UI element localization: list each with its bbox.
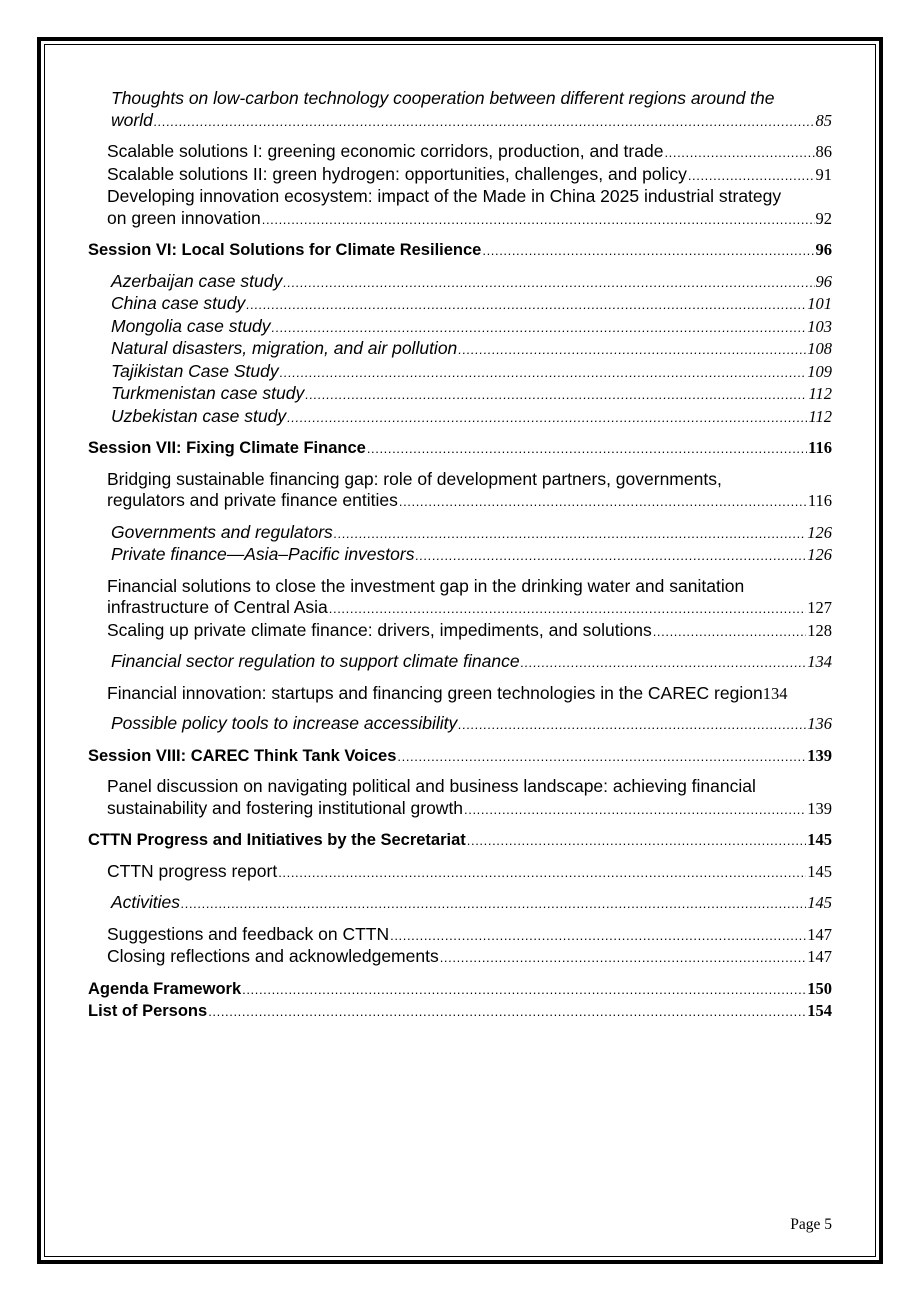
dot-leader: [399, 491, 807, 513]
toc-page-number: 85: [815, 110, 832, 130]
toc-entry-agenda-framework[interactable]: [88, 978, 832, 1001]
toc-page-number: 96: [815, 271, 832, 291]
toc-entry-text: CTTN progress report: [107, 860, 278, 881]
toc-entry-text: sustainability and fostering institutional growth: [107, 797, 464, 818]
toc-page-number: 145: [807, 893, 832, 912]
toc-entry-text: Developing innovation ecosystem: impact of the Made in China 2025 industrial strategy: [107, 186, 782, 206]
toc-page-number: 127: [807, 598, 832, 617]
toc-page-number: 126: [807, 522, 832, 542]
dot-leader: [280, 362, 807, 384]
dot-leader: [415, 545, 806, 567]
dot-leader: [653, 621, 807, 643]
toc-entry-china[interactable]: [111, 293, 832, 316]
toc-entry-activities[interactable]: [111, 892, 832, 915]
toc-entry-text: on green innovation: [107, 207, 261, 228]
toc-entry-text: Session VI: Local Solutions for Climate Resilience: [88, 241, 482, 259]
toc-entry-text: regulators and private finance entities: [107, 490, 398, 510]
dot-leader: [664, 142, 814, 164]
toc-page-number: 145: [807, 861, 832, 881]
toc-page-number: 101: [807, 294, 832, 313]
toc-page-number: 116: [807, 491, 832, 510]
toc-entry-text: Possible policy tools to increase accessibility: [111, 713, 458, 733]
toc-entry-text: Financial sector regulation to support climate finance: [111, 651, 520, 671]
dot-leader: [440, 947, 807, 969]
toc-entry-text: world: [111, 109, 153, 130]
dot-leader: [272, 317, 807, 339]
toc-entry-scaling-private-finance[interactable]: [107, 620, 832, 643]
dot-leader: [305, 384, 807, 406]
toc-page-number: 112: [808, 406, 832, 426]
toc-entry-closing-reflections[interactable]: [107, 946, 832, 969]
table-of-contents: [88, 88, 832, 1023]
toc-entry-financial-innovation[interactable]: [107, 683, 832, 705]
dot-leader: [181, 893, 806, 915]
dot-leader: [397, 746, 806, 768]
toc-entry-text: Bridging sustainable financing gap: role of development partners, governments,: [107, 468, 722, 489]
toc-page-number: 86: [815, 142, 832, 161]
dot-leader: [521, 652, 807, 674]
toc-entry-text: Session VIII: CAREC Think Tank Voices: [88, 746, 397, 765]
toc-entry-suggestions-feedback[interactable]: [107, 924, 832, 947]
toc-page-number: 103: [807, 316, 832, 336]
toc-page-number: 147: [807, 924, 832, 944]
dot-leader: [482, 240, 814, 262]
toc-entry-lowcarbon-cooperation[interactable]: [111, 88, 832, 132]
toc-entry-session-8[interactable]: [88, 745, 832, 768]
toc-entry-text: Suggestions and feedback on CTTN: [107, 923, 390, 944]
toc-entry-text: Mongolia case study: [111, 315, 271, 336]
dot-leader: [154, 111, 815, 133]
dot-leader: [262, 209, 815, 231]
toc-entry-scalable-solutions-1[interactable]: [107, 141, 832, 164]
toc-entry-scalable-solutions-2[interactable]: [107, 164, 832, 187]
dot-leader: [688, 165, 815, 187]
toc-entry-financial-sector-regulation[interactable]: [111, 651, 832, 674]
toc-entry-text: Session VII: Fixing Climate Finance: [88, 439, 366, 457]
dot-leader: [390, 925, 806, 947]
dot-leader: [464, 799, 806, 821]
toc-entry-cttn-progress-report[interactable]: [107, 861, 832, 884]
toc-entry-text: Financial innovation: startups and financing green technologies in the CAREC region: [107, 682, 763, 703]
toc-entry-text: Tajikistan Case Study: [111, 360, 279, 381]
toc-page-number: 109: [807, 361, 832, 381]
toc-entry-text: Turkmenistan case study: [111, 383, 305, 403]
toc-page-number: 108: [807, 339, 832, 358]
dot-leader: [246, 294, 806, 316]
toc-entry-text: infrastructure of Central Asia: [107, 597, 328, 617]
toc-entry-text: Private finance—Asia–Pacific investors: [111, 544, 415, 564]
toc-page-number: 134: [807, 652, 832, 671]
toc-page-number: 154: [807, 1001, 832, 1020]
dot-leader: [287, 407, 807, 429]
toc-entry-turkmenistan[interactable]: [111, 383, 832, 406]
toc-page-number: 116: [808, 438, 832, 457]
toc-page-number: 139: [807, 745, 832, 765]
toc-entry-text: Governments and regulators: [111, 521, 333, 542]
toc-entry-governments-regulators[interactable]: [111, 522, 832, 545]
toc-page-number: 150: [807, 978, 832, 998]
page-number-footer: Page 5: [790, 1216, 832, 1233]
toc-page-number: 134: [762, 683, 788, 703]
toc-entry-text: Uzbekistan case study: [111, 405, 287, 426]
toc-page-number: 96: [815, 240, 832, 259]
dot-leader: [458, 339, 806, 361]
toc-page-number: 126: [807, 545, 832, 564]
toc-entry-policy-tools[interactable]: [111, 713, 832, 736]
toc-page-number: 139: [807, 798, 832, 818]
toc-page-number: 136: [807, 714, 832, 733]
toc-entry-financial-solutions-water[interactable]: [107, 576, 832, 620]
toc-entry-text: Thoughts on low-carbon technology cooperation between different regions around the: [111, 88, 775, 108]
toc-entry-text: Scalable solutions I: greening economic corridors, production, and trade: [107, 141, 664, 161]
toc-entry-natural-disasters[interactable]: [111, 338, 832, 361]
toc-entry-text: Closing reflections and acknowledgements: [107, 946, 439, 966]
dot-leader: [242, 979, 806, 1001]
toc-entry-text: Panel discussion on navigating political and business landscape: achieving financial: [107, 776, 756, 796]
dot-leader: [367, 438, 807, 460]
toc-entry-private-finance[interactable]: [111, 544, 832, 567]
toc-page-number: 112: [808, 384, 832, 403]
dot-leader: [208, 1001, 806, 1023]
dot-leader: [329, 598, 806, 620]
toc-entry-session-6[interactable]: [88, 239, 832, 262]
toc-entry-text: List of Persons: [88, 1002, 208, 1020]
toc-entry-text: CTTN Progress and Initiatives by the Secretariat: [88, 831, 466, 849]
toc-entry-text: Azerbaijan case study: [111, 270, 283, 291]
toc-entry-text: Agenda Framework: [88, 979, 242, 998]
toc-page-number: 147: [807, 947, 832, 966]
toc-entry-azerbaijan[interactable]: [111, 271, 832, 294]
toc-page-number: 145: [807, 830, 832, 849]
toc-entry-text: Scalable solutions II: green hydrogen: opportunities, challenges, and policy: [107, 163, 687, 184]
dot-leader: [467, 830, 806, 852]
toc-entry-text: Financial solutions to close the investment gap in the drinking water and sanitation: [107, 575, 745, 596]
dot-leader: [458, 714, 806, 736]
toc-entry-text: Activities: [111, 892, 181, 912]
dot-leader: [278, 862, 806, 884]
toc-entry-uzbekistan[interactable]: [111, 406, 832, 429]
dot-leader: [283, 272, 814, 294]
dot-leader: [334, 523, 806, 545]
toc-page-number: 91: [815, 164, 832, 184]
toc-entry-bridging-financing-gap[interactable]: [107, 469, 832, 513]
toc-entry-text: Natural disasters, migration, and air pollution: [111, 338, 458, 358]
toc-entry-cttn-progress-initiatives[interactable]: [88, 829, 832, 852]
toc-page-number: 92: [815, 208, 832, 228]
toc-entry-panel-discussion[interactable]: [107, 776, 832, 820]
toc-page-number: 128: [807, 620, 832, 640]
toc-entry-mongolia[interactable]: [111, 316, 832, 339]
toc-entry-text: Scaling up private climate finance: drivers, impediments, and solutions: [107, 619, 652, 640]
toc-entry-text: China case study: [111, 293, 246, 313]
toc-entry-innovation-ecosystem[interactable]: [107, 186, 832, 230]
toc-entry-tajikistan[interactable]: [111, 361, 832, 384]
toc-entry-list-of-persons[interactable]: [88, 1000, 832, 1023]
toc-entry-session-7[interactable]: [88, 437, 832, 460]
